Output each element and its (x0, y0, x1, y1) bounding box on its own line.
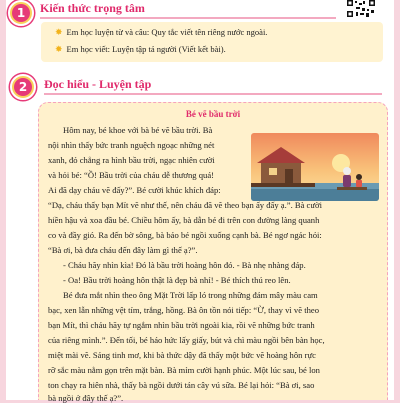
divider (44, 93, 382, 95)
story-line: và hỏi bé: “Ồ! Bầu trời của cháu dễ thương quá! (48, 170, 214, 180)
divider (40, 17, 336, 19)
section-title-reading: Đọc hiểu - Luyện tập (44, 77, 152, 91)
story-line: “Dạ, cháu thấy bạn Mít vẽ như thế, nên cháu đã vẽ theo bạn ấy đấy ạ.”. Bà cười (48, 200, 322, 210)
section-number: 2 (14, 78, 32, 96)
section-number-badge (8, 0, 34, 26)
bullet-item: ✸ Em học luyện từ và câu: Quy tắc viết tên riêng nước ngoài. (55, 27, 268, 37)
bullet-item: ✸ Em học viết: Luyện tập tả người (Viết kết bài). (55, 44, 226, 54)
story-line: bạn Mít, thì cháu hãy tự ngắm nhìn bầu trời ngoài kia, rồi vẽ những bức tranh (48, 320, 315, 330)
section-title-knowledge: Kiến thức trọng tâm (40, 1, 145, 15)
story-line: Hôm nay, bé khoe với bà bé vẽ bầu trời. Bà (63, 125, 213, 135)
story-line: nội nhìn thấy bức tranh nguệch ngoạc những nét (48, 140, 215, 150)
story-line: “Bà ơi, bà đưa cháu đến đây làm gì thế ạ?”. (48, 245, 198, 255)
reading-panel (38, 102, 388, 403)
story-line: bạc, xen lẫn những vệt tím, trắng, hồng. Bà ôn tồn nói tiếp: “Ừ, thay vì vẽ theo (48, 305, 319, 315)
story-title: Bé vẽ bầu trời (185, 109, 241, 119)
star-bullet-icon: ✸ (55, 44, 63, 54)
page (6, 0, 394, 403)
story-line: bà ngồi ở đây thế ạ?”. (48, 393, 124, 403)
story-line: của riêng mình.”. Đến tối, bé háo hức lấy giấy, bút và chì màu ngồi bên bàn học, (48, 335, 325, 345)
star-bullet-icon: ✸ (55, 27, 63, 37)
grandma-and-child-illustration (251, 133, 379, 201)
story-line: ton chạy ra hiên nhà, thấy bà ngồi dưới tán cây vú sữa. Bé lại hỏi: “Bà ơi, sao (48, 380, 315, 390)
story-line: xanh, đỏ chẳng ra hình bầu trời, ngạc nhiên cười (48, 155, 215, 165)
story-line: hiền hậu và xoa đầu bé. Chiều hôm ấy, bà dẫn bé đi trên con đường làng quanh (48, 215, 320, 225)
section-number: 1 (12, 4, 30, 22)
qr-code-icon (346, 0, 376, 18)
story-line: rỡ sắc màu nằm gọn trên mặt bàn. Bà mỉm cười hạnh phúc. Một lúc sau, bé lon (48, 365, 320, 375)
story-line: - Oa! Bầu trời hoàng hôn thật là đẹp bà nhỉ! - Bé thích thú reo lên. (63, 275, 291, 285)
section-number-badge (10, 74, 36, 100)
story-line: Ai đã dạy cháu vẽ đấy?”. Bé cười khúc khích đáp: (48, 185, 221, 195)
story-line: Bé đưa mắt nhìn theo ông Mặt Trời lấp ló trong những đám mây màu cam (63, 290, 318, 300)
story-line: miệt mài vẽ. Sáng tinh mơ, khi bà thức dậy đã thấy một bức vẽ hoàng hôn rực (48, 350, 316, 360)
key-knowledge-box (41, 22, 383, 62)
story-line: - Cháu hãy nhìn kìa! Đó là bầu trời hoàng hôn đó. - Bà nhẹ nhàng đáp. (63, 260, 306, 270)
story-line: co và đầy gió. Ra đến bờ sông, bà bảo bé ngồi xuống cạnh bà. Bé ngơ ngác hỏi: (48, 230, 322, 240)
